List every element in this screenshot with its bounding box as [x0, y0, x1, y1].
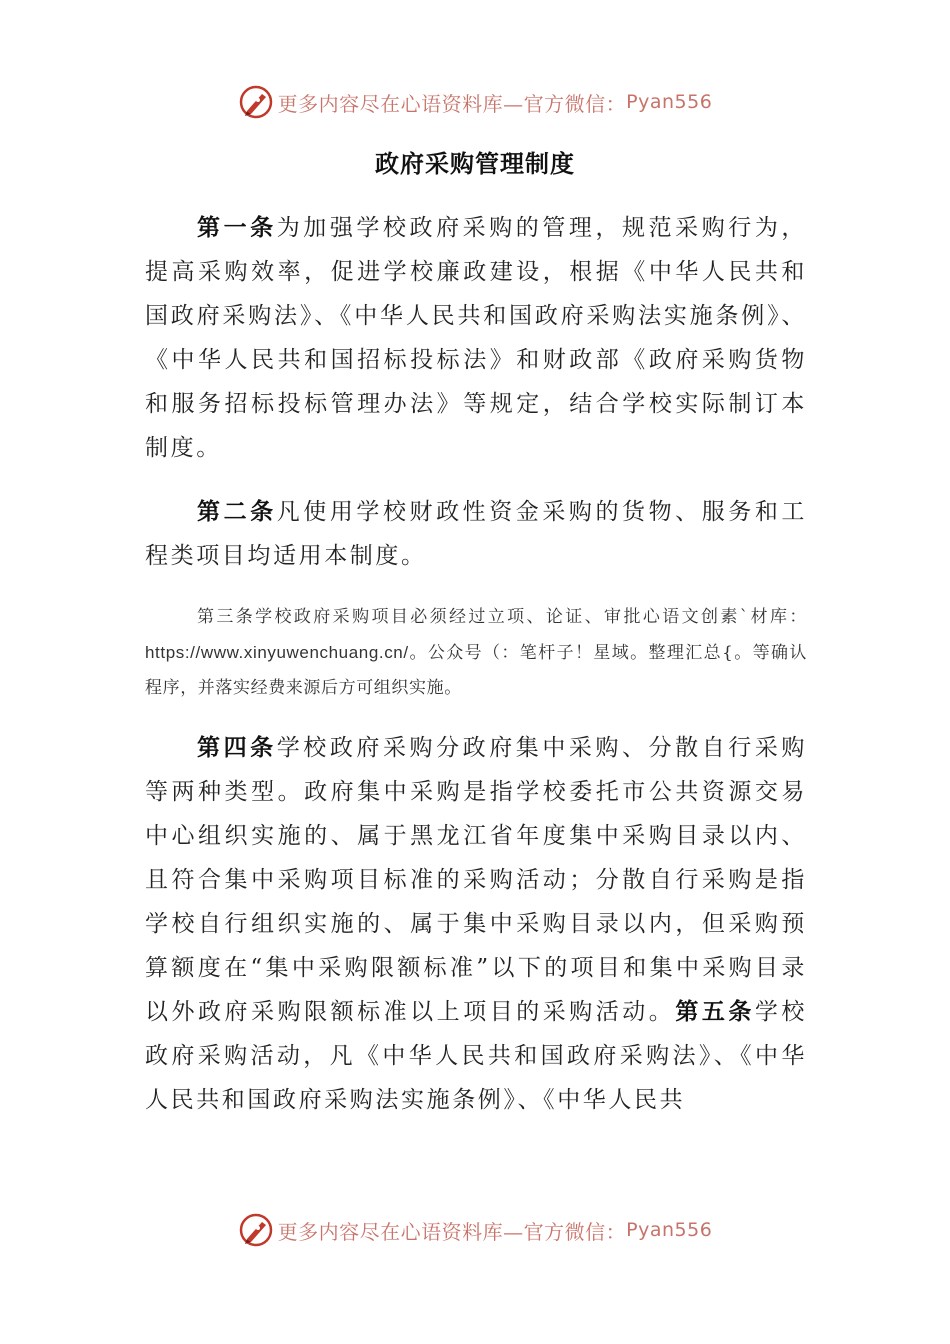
footer-banner-wechat-id: Pyan556	[626, 1219, 713, 1241]
article-1	[145, 206, 807, 470]
pen-logo-icon	[238, 1212, 274, 1248]
footer-watermark-banner	[0, 1210, 950, 1250]
article-5-heading: 第五条	[675, 998, 755, 1025]
article-4	[145, 726, 807, 1122]
article-2	[145, 490, 807, 578]
article-3-text: 第三条学校政府采购项目必须经过立项、论证、审批心语文创素`材库：	[197, 607, 807, 627]
article-1-heading: 第一条	[197, 214, 277, 241]
article-4-heading: 第四条	[197, 734, 277, 761]
banner-text: 更多内容尽在心语资料库—官方微信：	[277, 91, 627, 116]
pen-logo-icon	[238, 84, 274, 120]
article-2-body: 凡使用学校财政性资金采购的货物、服务和工程类项目均适用本制度。	[145, 499, 808, 569]
article-3-text-end: 。公众号（：笔杆子！星域。整理汇总{。等确认程序，并落实经费来源后方可组织实施。	[145, 643, 807, 698]
article-1-body: 为加强学校政府采购的管理，规范采购行为，提高采购效率，促进学校廉政建设，根据《中华人民共和国政府采购法》、《中华人民共和国政府采购法实施条例》、《中华人民共和国招标投标法》和财政部《政府采购货物和服务招标投标管理办法》等规定，结合学校实际制订本制度。	[145, 215, 808, 461]
article-3	[145, 600, 807, 706]
article-3-url: https://www.xinyuwenchuang.cn/	[145, 643, 409, 662]
banner-wechat-id: Pyan556	[626, 91, 713, 113]
header-watermark-banner	[0, 82, 950, 122]
footer-banner-text: 更多内容尽在心语资料库—官方微信：	[277, 1219, 627, 1244]
article-2-heading: 第二条	[197, 498, 277, 525]
article-5-body: 学校政府采购活动，凡《中华人民共和国政府采购法》、《中华人民共和国政府采购法实施条例》、《中华人民共	[145, 999, 808, 1113]
document-title: 政府采购管理制度	[375, 149, 575, 178]
article-4-body: 学校政府采购分政府集中采购、分散自行采购等两种类型。政府集中采购是指学校委托市公共资源交易中心组织实施的、属于黑龙江省年度集中采购目录以内、且符合集中采购项目标准的采购活动；分散自行采购是指学校自行组织实施的、属于集中采购目录以内，但采购预算额度在“集中采购限额标准”以下的项目和集中采购目录以外政府采购限额标准以上项目的采购活动。	[145, 735, 808, 1025]
